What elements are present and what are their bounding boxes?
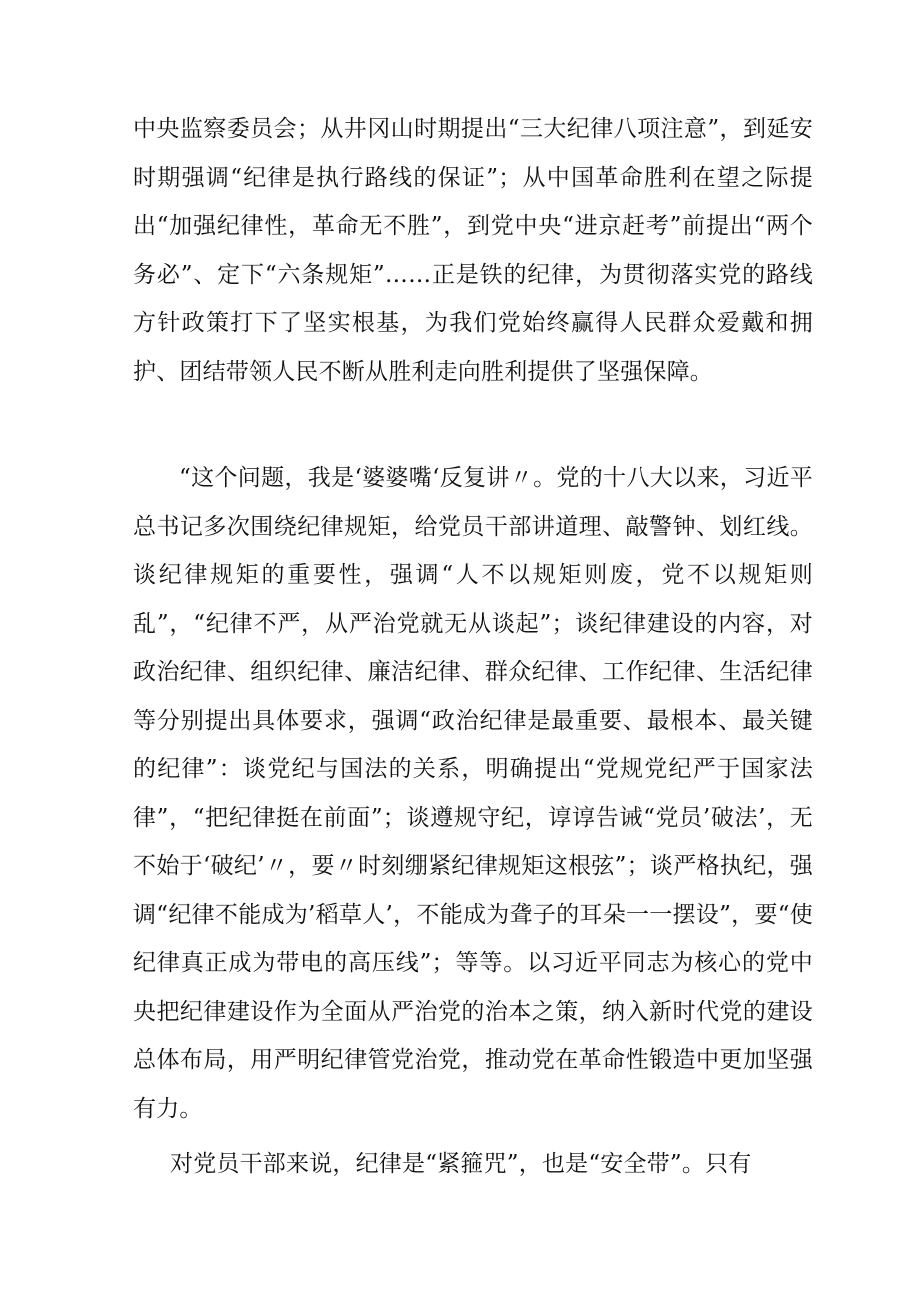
paragraph-1: 中央监察委员会；从井冈山时期提出“三大纪律八项注意”，到延安时期强调“纪律是执行路线的保证”；从中国革命胜利在望之际提出“加强纪律性，革命无不胜”，到党中央“进京赶考”前提出“两个务必”、定下“六条规矩”……正是铁的纪律，为贯彻落实党的路线方针政策打下了坚实根基，为我们党始终赢得人民群众爱戴和拥护、团结带领人民不断从胜利走向胜利提供了坚强保障。 — [133, 116, 813, 385]
paragraph-2: “这个问题，我是‘婆婆嘴‘反复讲〃。党的十八大以来，习近平总书记多次围绕纪律规矩，给党员干部讲道理、敲警钟、划红线。谈纪律规矩的重要性，强调“人不以规矩则废，党不以规矩则乱”，“纪律不严，从严治党就无从谈起”；谈纪律建设的内容，对政治纪律、组织纪律、廉洁纪律、群众纪律、工作纪律、生活纪律等分别提出具体要求，强调“政治纪律是最重要、最根本、最关键的纪律”：谈党纪与国法的关系，明确提出“党规党纪严于国家法律”，“把纪律挺在前面”；谈遵规守纪，谆谆告诫“党员’破法’，无不始于‘破纪’〃，要〃时刻绷紧纪律规矩这根弦”；谈严格执纪，强调“纪律不能成为’稻草人’，不能成为聋子的耳朵一一摆设”，要“使纪律真正成为带电的高压线”；等等。以习近平同志为核心的党中央把纪律建设作为全面从严治党的治本之策，纳入新时代党的建设总体布局，用严明纪律管党治党，推动党在革命性锻造中更加坚强有力。 — [133, 465, 814, 1122]
paragraph-3: 对党员干部来说，纪律是“紧箍咒”，也是“安全带”。只有 — [170, 1151, 752, 1177]
